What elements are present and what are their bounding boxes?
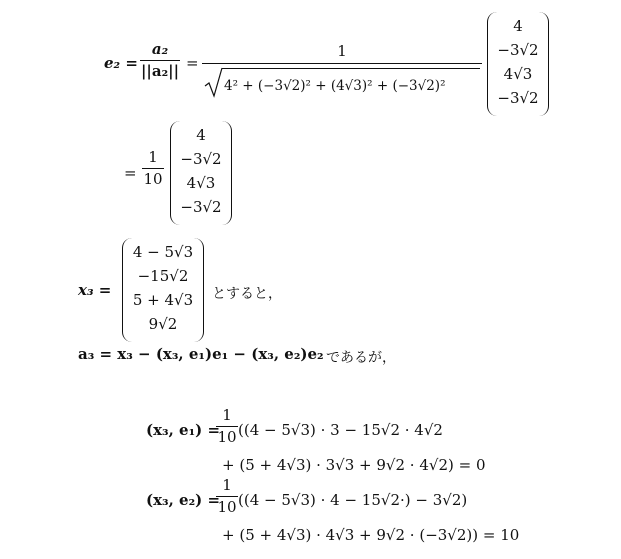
vector-entry: 4 [196,126,206,144]
x3-e2-continuation: + (5 + 4√3) · 4√3 + 9√2 · (−3√2)) = 10 [222,526,520,544]
right-paren [538,12,549,116]
fraction-numerator: 1 [222,476,232,494]
vector-entry: 4 [513,17,523,35]
vector-entry: 5 + 4√3 [132,291,194,309]
vector-entry: −15√2 [137,267,189,285]
e2-lhs [104,56,138,71]
x3-e2-expression: ((4 − 5√3) · 4 − 15√2·) − 3√2) [238,491,468,509]
right-paren [221,121,232,225]
big-frac-denominator: 4² + (−3√2)² + (4√3)² + (−3√2)² [224,78,446,94]
big-fraction [202,44,482,94]
sqrt-sign-icon [204,66,224,100]
vector-entry: 9√2 [148,315,178,333]
x3-e1-expression: ((4 − 5√3) · 3 − 15√2 · 4√2 [238,421,443,439]
x3-lhs [78,283,111,298]
vector-entry: 4√3 [503,65,533,83]
fraction-denominator: 10 [217,428,237,446]
a3-equation [78,347,324,362]
fraction-denominator: 10 [143,170,163,188]
equals-sign: = [186,54,199,72]
x3-e2-lhs: (x₃, e₂) = [146,491,221,509]
a3-suffix-text: であるが， [326,350,396,366]
fraction-numerator: 1 [222,406,232,424]
vector-entry: −3√2 [180,150,222,168]
fraction-denominator: 10 [217,498,237,516]
x3-e1-continuation: + (5 + 4√3) · 3√3 + 9√2 · 4√2) = 0 [222,456,486,474]
one-tenth-fraction [142,150,164,187]
a3-equation-text: a₃ = x₃ − (x₃, e₁)e₁ − (x₃, e₂)e₂ [78,345,324,363]
vector-entry: 4 − 5√3 [132,243,194,261]
fraction-numerator: 1 [148,148,158,166]
vector-entry: −3√2 [497,41,539,59]
e2-norm-fraction [140,42,180,79]
e2-lhs-text: e₂ = [104,54,138,72]
big-frac-numerator: 1 [337,42,347,60]
x3-lhs-text: x₃ = [78,281,112,299]
one-tenth-fraction [216,478,238,515]
x3-vector [122,238,204,342]
sqrt-expression [202,64,482,94]
e2-vector-simplified [170,121,232,225]
equals-sign: = [124,164,137,182]
e2-frac-denominator: ||a₂|| [140,62,180,80]
right-paren [193,238,204,342]
e2-vector [487,12,549,116]
x3-suffix-text: とすると， [212,286,282,302]
vector-entry: −3√2 [180,198,222,216]
vector-entry: 4√3 [186,174,216,192]
e2-frac-numerator: a₂ [151,40,169,58]
one-tenth-fraction [216,408,238,445]
sqrt-overline [222,68,480,69]
vector-entry: −3√2 [497,89,539,107]
x3-e1-lhs: (x₃, e₁) = [146,421,221,439]
